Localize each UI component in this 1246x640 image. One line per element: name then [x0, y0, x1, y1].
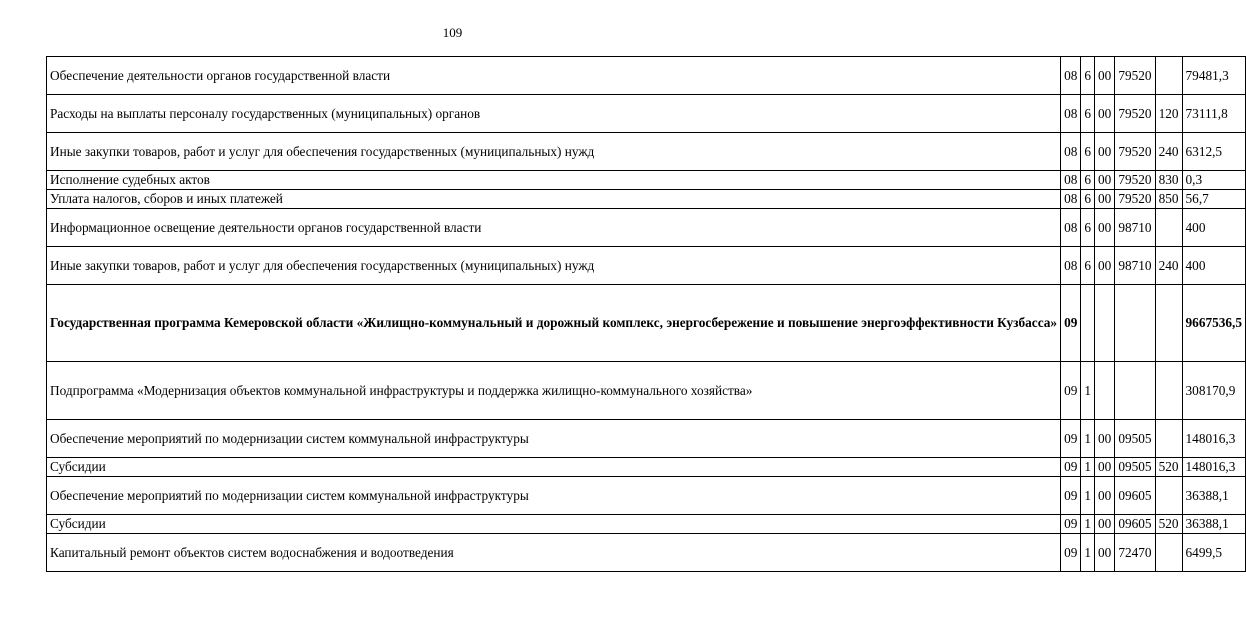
row-name: Обеспечение мероприятий по модернизации систем коммунальной инфраструктуры	[47, 477, 1061, 515]
row-subprogram: 6	[1081, 57, 1095, 95]
row-code: 09505	[1115, 458, 1155, 477]
row-expense-type	[1155, 420, 1182, 458]
row-amount: 6312,5	[1182, 133, 1246, 171]
table-row	[47, 95, 1246, 133]
row-program: 09	[1061, 458, 1081, 477]
row-name: Подпрограмма «Модернизация объектов коммунальной инфраструктуры и поддержка жилищно-коммунального хозяйства»	[47, 362, 1061, 420]
row-code	[1115, 362, 1155, 420]
row-expense-type: 830	[1155, 171, 1182, 190]
row-program: 09	[1061, 534, 1081, 572]
row-direction: 00	[1095, 515, 1115, 534]
row-expense-type	[1155, 477, 1182, 515]
row-amount: 9667536,5	[1182, 285, 1246, 362]
row-subprogram: 6	[1081, 209, 1095, 247]
row-expense-type	[1155, 534, 1182, 572]
table-row	[47, 458, 1246, 477]
row-code: 09605	[1115, 477, 1155, 515]
table-row	[47, 534, 1246, 572]
page-number: 109	[442, 25, 463, 40]
row-direction: 00	[1095, 247, 1115, 285]
row-subprogram: 6	[1081, 190, 1095, 209]
row-code: 79520	[1115, 190, 1155, 209]
row-program: 08	[1061, 171, 1081, 190]
row-program: 08	[1061, 209, 1081, 247]
row-code	[1115, 285, 1155, 362]
row-subprogram: 1	[1081, 458, 1095, 477]
table-row	[47, 515, 1246, 534]
row-name: Обеспечение деятельности органов государственной власти	[47, 57, 1061, 95]
table-row	[47, 171, 1246, 190]
row-amount: 73111,8	[1182, 95, 1246, 133]
row-expense-type	[1155, 57, 1182, 95]
row-program: 08	[1061, 247, 1081, 285]
row-code: 79520	[1115, 95, 1155, 133]
row-name: Капитальный ремонт объектов систем водоснабжения и водоотведения	[47, 534, 1061, 572]
row-direction: 00	[1095, 171, 1115, 190]
row-amount: 36388,1	[1182, 515, 1246, 534]
row-subprogram: 1	[1081, 477, 1095, 515]
row-program: 09	[1061, 362, 1081, 420]
row-code: 98710	[1115, 247, 1155, 285]
row-amount: 79481,3	[1182, 57, 1246, 95]
row-direction	[1095, 362, 1115, 420]
row-subprogram: 1	[1081, 362, 1095, 420]
row-subprogram: 6	[1081, 247, 1095, 285]
row-name: Уплата налогов, сборов и иных платежей	[47, 190, 1061, 209]
table-row	[47, 285, 1246, 362]
row-amount: 56,7	[1182, 190, 1246, 209]
row-subprogram: 1	[1081, 515, 1095, 534]
row-subprogram: 1	[1081, 534, 1095, 572]
row-program: 09	[1061, 285, 1081, 362]
row-name: Обеспечение мероприятий по модернизации систем коммунальной инфраструктуры	[47, 420, 1061, 458]
row-direction: 00	[1095, 133, 1115, 171]
row-direction: 00	[1095, 477, 1115, 515]
row-code: 09505	[1115, 420, 1155, 458]
row-amount: 148016,3	[1182, 458, 1246, 477]
row-amount: 148016,3	[1182, 420, 1246, 458]
budget-table	[46, 56, 1246, 572]
row-amount: 36388,1	[1182, 477, 1246, 515]
table-row	[47, 133, 1246, 171]
table-row	[47, 247, 1246, 285]
row-name: Иные закупки товаров, работ и услуг для обеспечения государственных (муниципальных) нужд	[47, 247, 1061, 285]
row-expense-type: 120	[1155, 95, 1182, 133]
row-expense-type: 240	[1155, 247, 1182, 285]
row-amount: 400	[1182, 209, 1246, 247]
row-code: 72470	[1115, 534, 1155, 572]
row-name: Государственная программа Кемеровской области «Жилищно-коммунальный и дорожный комплекс, энергосбережение и повышение энергоэффективности Кузбасса»	[47, 285, 1061, 362]
row-name: Субсидии	[47, 515, 1061, 534]
row-name: Информационное освещение деятельности органов государственной власти	[47, 209, 1061, 247]
row-amount: 308170,9	[1182, 362, 1246, 420]
row-name: Субсидии	[47, 458, 1061, 477]
row-code: 79520	[1115, 133, 1155, 171]
row-expense-type: 520	[1155, 515, 1182, 534]
row-subprogram	[1081, 285, 1095, 362]
table-row	[47, 57, 1246, 95]
row-program: 09	[1061, 420, 1081, 458]
table-row	[47, 190, 1246, 209]
row-direction: 00	[1095, 209, 1115, 247]
table-row	[47, 209, 1246, 247]
table-row	[47, 362, 1246, 420]
row-program: 08	[1061, 133, 1081, 171]
row-expense-type: 850	[1155, 190, 1182, 209]
row-program: 08	[1061, 95, 1081, 133]
row-code: 09605	[1115, 515, 1155, 534]
row-direction: 00	[1095, 190, 1115, 209]
row-direction: 00	[1095, 420, 1115, 458]
row-direction	[1095, 285, 1115, 362]
row-direction: 00	[1095, 57, 1115, 95]
row-program: 09	[1061, 515, 1081, 534]
row-subprogram: 6	[1081, 171, 1095, 190]
table-row	[47, 477, 1246, 515]
row-amount: 400	[1182, 247, 1246, 285]
row-code: 79520	[1115, 57, 1155, 95]
row-direction: 00	[1095, 95, 1115, 133]
row-subprogram: 6	[1081, 133, 1095, 171]
row-name: Иные закупки товаров, работ и услуг для обеспечения государственных (муниципальных) нужд	[47, 133, 1061, 171]
row-direction: 00	[1095, 458, 1115, 477]
row-expense-type	[1155, 362, 1182, 420]
row-program: 08	[1061, 190, 1081, 209]
row-amount: 0,3	[1182, 171, 1246, 190]
row-name: Расходы на выплаты персоналу государственных (муниципальных) органов	[47, 95, 1061, 133]
row-code: 98710	[1115, 209, 1155, 247]
row-subprogram: 1	[1081, 420, 1095, 458]
row-code: 79520	[1115, 171, 1155, 190]
row-name: Исполнение судебных актов	[47, 171, 1061, 190]
table-row	[47, 420, 1246, 458]
row-expense-type	[1155, 285, 1182, 362]
row-expense-type: 520	[1155, 458, 1182, 477]
row-program: 08	[1061, 57, 1081, 95]
row-program: 09	[1061, 477, 1081, 515]
row-amount: 6499,5	[1182, 534, 1246, 572]
row-expense-type	[1155, 209, 1182, 247]
row-subprogram: 6	[1081, 95, 1095, 133]
row-direction: 00	[1095, 534, 1115, 572]
row-expense-type: 240	[1155, 133, 1182, 171]
